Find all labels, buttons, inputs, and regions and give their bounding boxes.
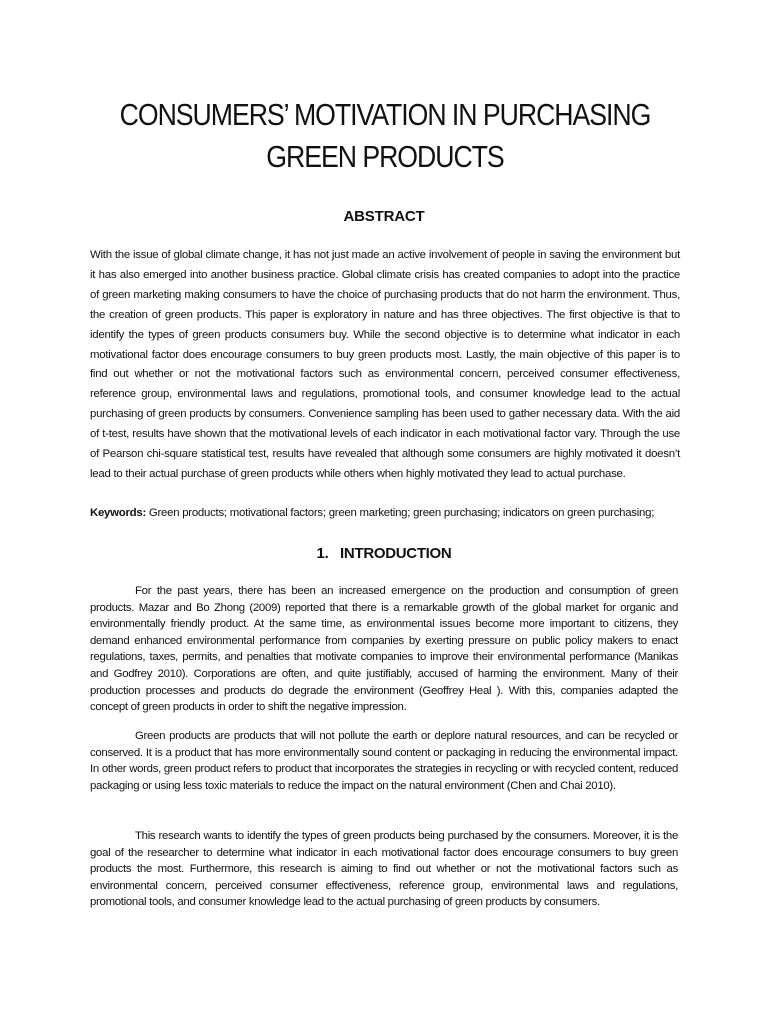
intro-paragraph-1: For the past years, there has been an increased emergence on the production and consumption of green products. Mazar and Bo Zhong (2009) reported that there is a remarkable growth of the global market for organic and environmentally friendly product. At the same time, as environmental issues become more important to citizens, they demand enhanced environmental performance from companies by exerting pressure on public policy makers to enact regulations, taxes, permits, and penalties that motivate companies to improve their environmental performance (Manikas and Godfrey 2010). Corporations are often, and quite justifiably, accused of harming the environment. Many of their production processes and products do degrade the environment (Geoffrey Heal ). With this, companies adapted the concept of green products in order to shift the negative impression. [90,585,678,714]
abstract-text: With the issue of global climate change, it has not just made an active involvement of people in saving the environment but it has also emerged into another business practice. Global climate crisis has created companies to adopt into the practice of green marketing making consumers to have the choice of purchasing products that do not harm the environment. Thus, the creation of green products. This paper is exploratory in nature and has three objectives. The first objective is that to identify the types of green products consumers buy. While the second objective is to determine what indicator in each motivational factor does encourage consumers to buy green products most. Lastly, the main objective of this paper is to find out whether or not the motivational factors such as environmental concern, perceived consumer effectiveness, reference group, environmental laws and regulations, promotional tools, and consumer knowledge lead to the actual purchasing of green products by consumers. Convenience sampling has been used to gather necessary data. With the aid of t-test, results have shown that the motivational levels of each indicator in each motivational factor vary. Through the use of Pearson chi-square statistical test, results have revealed that although some consumers are highly motivated it doesn’t lead to their actual purchase of green products while others when highly motivated they lead to actual purchase. [90,249,680,480]
intro-paragraph-2: Green products are products that will not pollute the earth or deplore natural resources, and can be recycled or conserved. It is a product that has more environmentally sound content or packaging in reducing the environmental impact. In other words, green product refers to product that incorporates the strategies in recycling or with recycled content, reduced packaging or using less toxic materials to reduce the impact on the natural environment (Chen and Chai 2010). [90,730,678,792]
keywords-label: Keywords: [90,507,146,519]
keywords-text: Green products; motivational factors; green marketing; green purchasing; indicators on green purchasing; [145,507,655,519]
intro-paragraph-3: This research wants to identify the types of green products being purchased by the consumers. Moreover, it is the goal of the researcher to determine what indicator in each motivational factor does encourage consumers to buy green products the most. Furthermore, this research is aiming to find out whether or not the motivational factors such as environmental concern, perceived consumer effectiveness, reference group, environmental laws and regulations, promotional tools, and consumer knowledge lead to the actual purchasing of green products by consumers. [90,830,678,909]
introduction-heading: 1. INTRODUCTION [316,545,452,562]
paper-title: CONSUMERS’ MOTIVATION IN PURCHASING GREEN PRODUCTS [119,97,651,174]
abstract-heading: ABSTRACT [343,208,425,225]
keywords-line [90,505,730,521]
